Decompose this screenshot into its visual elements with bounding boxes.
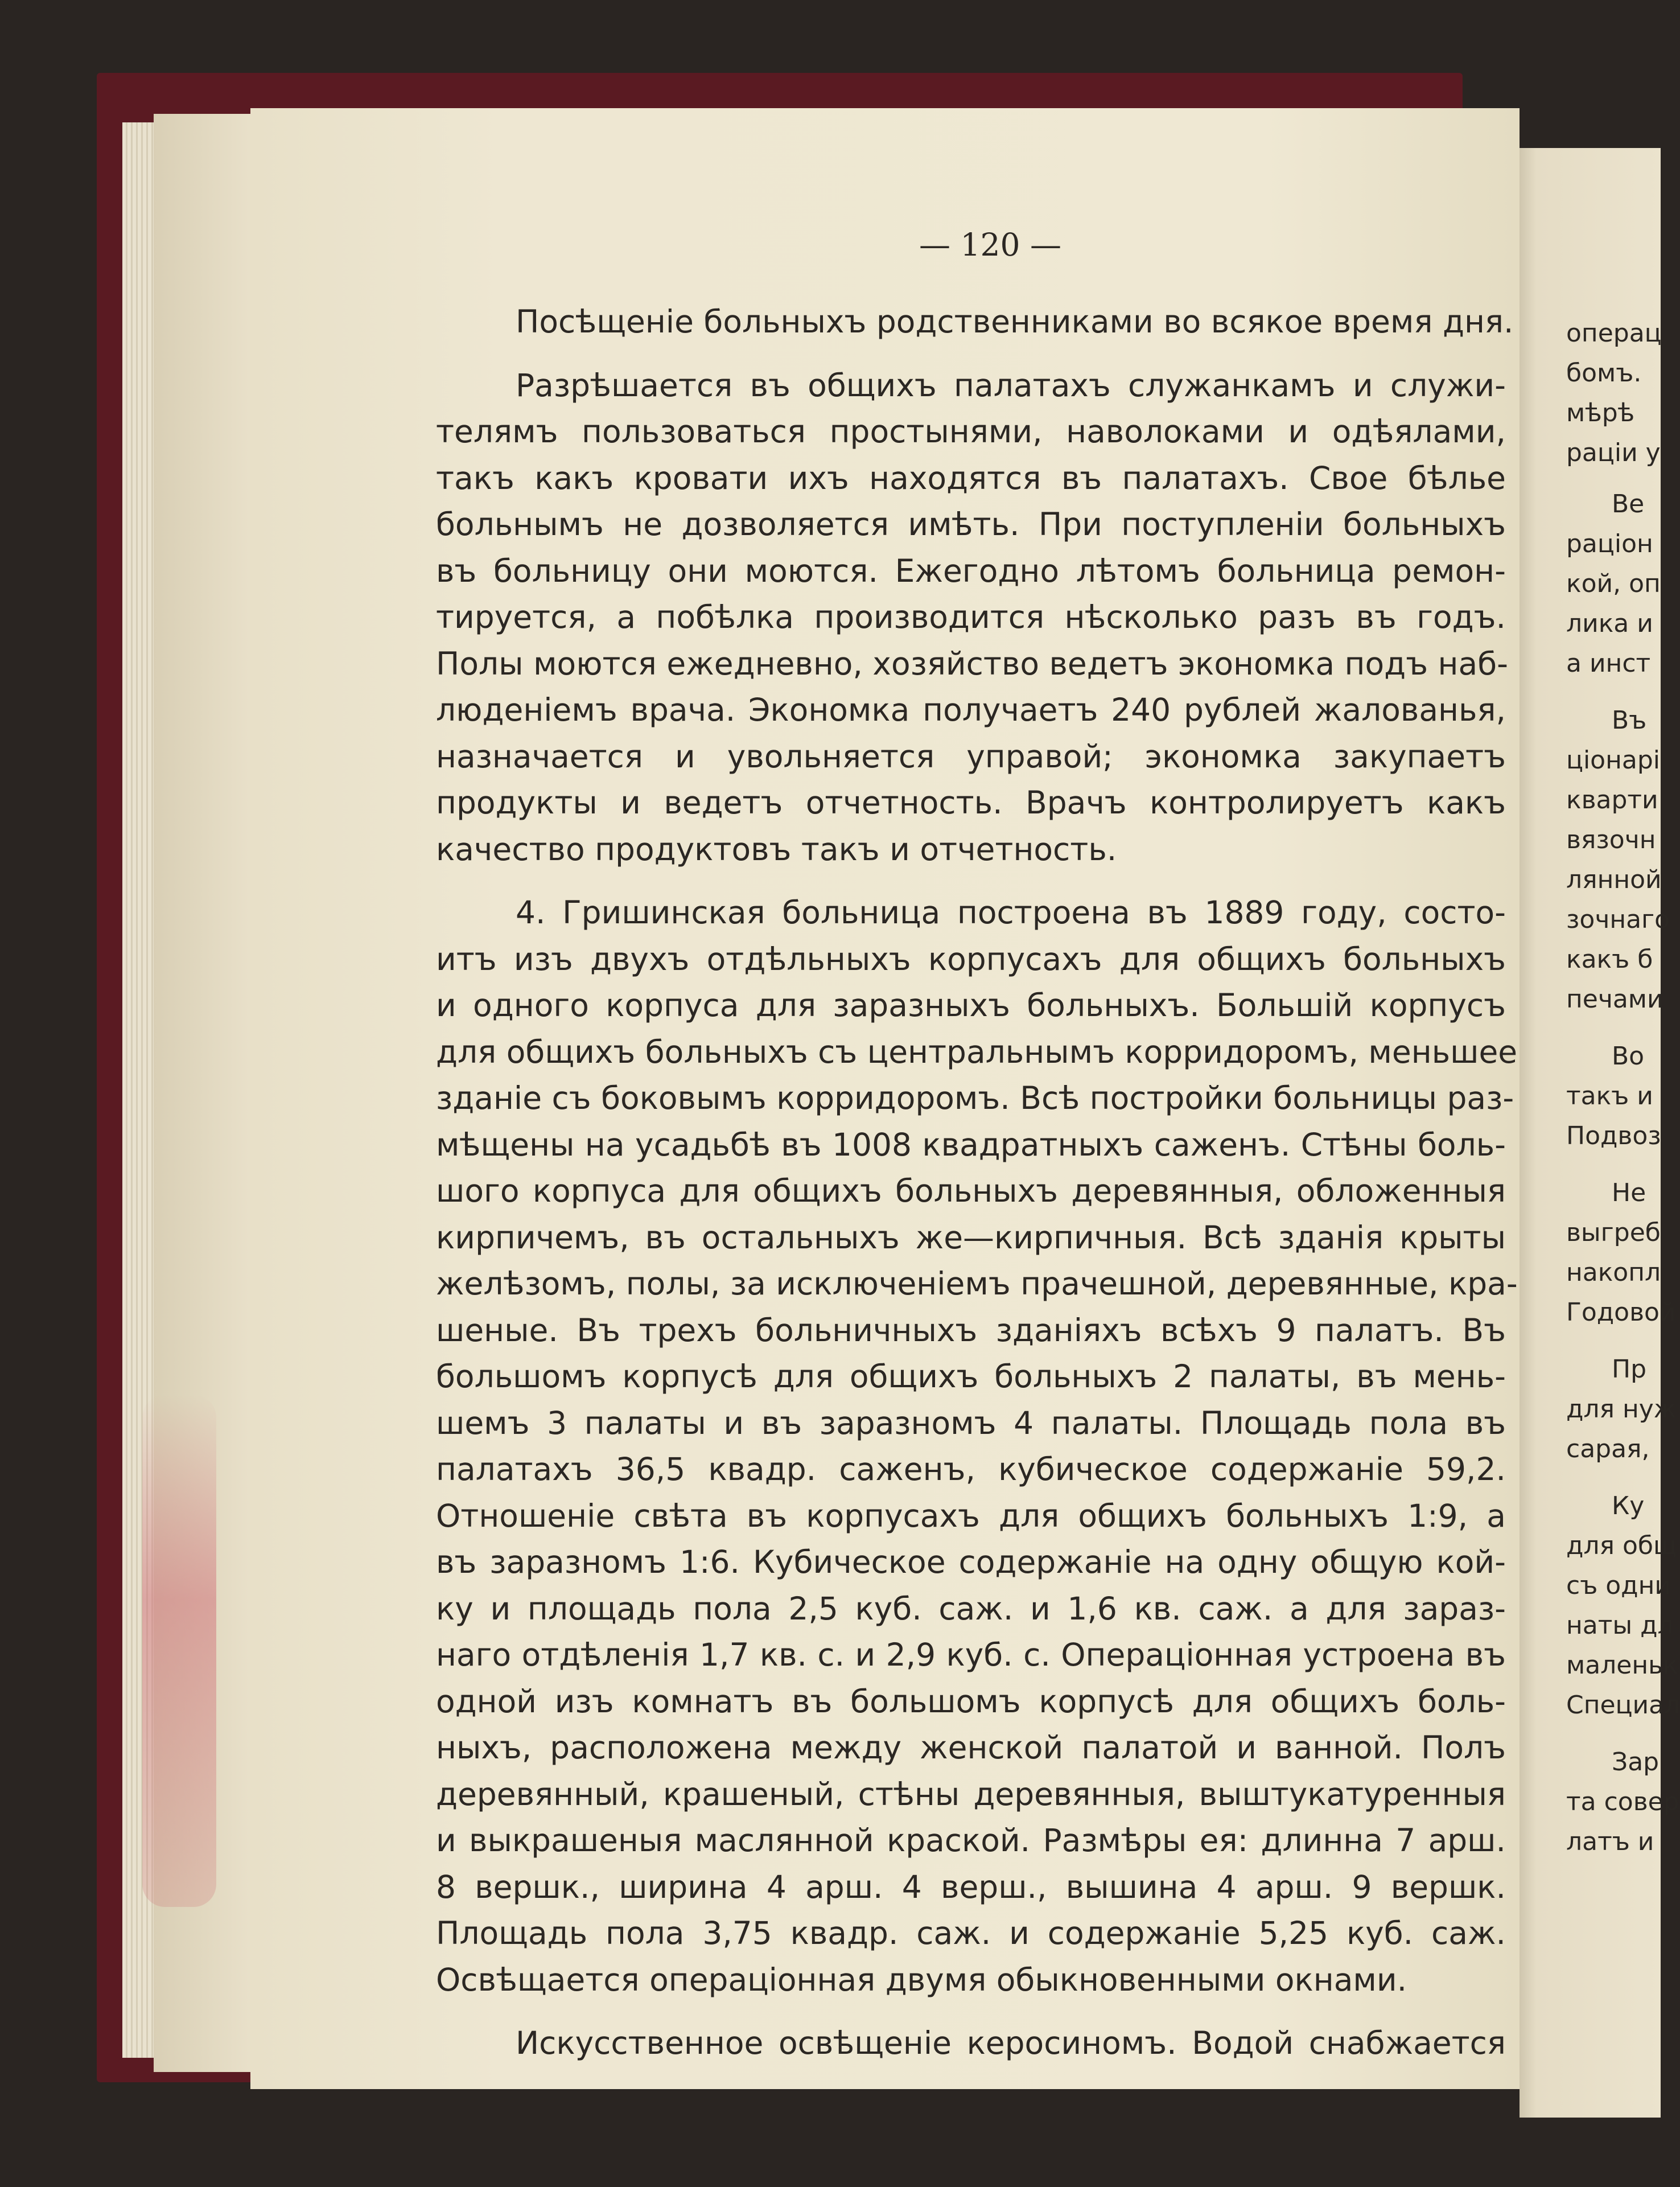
right-page-line: выгреб [1566,1218,1661,1247]
text-line: зданіе съ боковымъ корридоромъ. Всѣ постройки больницы раз- [436,1080,1514,1116]
right-page-line: Годовой [1566,1298,1676,1327]
text-line: продукты и ведетъ отчетность. Врачъ контролируетъ какъ [436,784,1506,821]
text-line: для общихъ больныхъ съ центральнымъ корридоромъ, меньшее [436,1033,1518,1070]
text-line: Освѣщается операціонная двумя обыкновенными окнами. [436,1961,1407,1998]
text-line: въ заразномъ 1:6. Кубическое содержаніе на одну общую кой- [436,1544,1506,1580]
right-page-line: кой, оп [1566,569,1661,598]
body-text [436,299,1518,2067]
text-line: желѣзомъ, полы, за исключеніемъ прачешной, деревянные, кра- [436,1265,1518,1302]
text-line: деревянный, крашеный, стѣны деревянныя, выштукатуренныя [436,1775,1506,1812]
right-page-line: Въ [1612,706,1647,735]
text-line: и выкрашеныя маслянной краской. Размѣры ея: длинна 7 арш. [436,1822,1506,1859]
text-line: ныхъ, расположена между женской палатой и ванной. Полъ [436,1729,1506,1766]
text-line: Искусственное освѣщеніе керосиномъ. Водой снабжается [516,2025,1506,2061]
right-page-line: ціонарі [1566,746,1660,775]
right-page-line: какъ б [1566,945,1653,974]
text-line: Отношеніе свѣта въ корпусахъ для общихъ больныхъ 1:9, а [436,1497,1506,1534]
right-page-line: операц [1566,319,1662,348]
text-line: Площадь пола 3,75 квадр. саж. и содержаніе 5,25 куб. саж. [436,1915,1506,1951]
right-page-line: Ку [1612,1491,1645,1520]
text-line: назначается и увольняется управой; экономка закупаетъ [436,738,1506,775]
right-page-line: латъ и [1566,1827,1654,1856]
text-line: одной изъ комнатъ въ большомъ корпусѣ для общихъ боль- [436,1683,1506,1720]
right-page-line: Пр [1612,1355,1647,1384]
right-page-line: Зар [1612,1748,1660,1777]
page-stain [142,1395,216,1907]
right-page-line: мѣрѣ [1566,398,1635,427]
right-page-line: наты дл [1566,1611,1674,1640]
text-line: итъ изъ двухъ отдѣльныхъ корпусахъ для общихъ больныхъ [436,940,1506,977]
right-page-line: печами [1566,985,1663,1014]
text-line: мѣщены на усадьбѣ въ 1008 квадратныхъ саженъ. Стѣны боль- [436,1126,1506,1163]
text-line: Полы моются ежедневно, хозяйство ведетъ экономка подъ наб- [436,645,1508,682]
text-line: въ больницу они моются. Ежегодно лѣтомъ больница ремон- [436,552,1506,589]
text-line: Посѣщеніе больныхъ родственниками во всякое время дня. [516,303,1514,340]
right-page-line: Во [1612,1042,1645,1071]
right-page-line: а инст [1566,649,1651,678]
text-line: ку и площадь пола 2,5 куб. саж. и 1,6 кв. саж. а для зараз- [436,1590,1506,1627]
text-line: наго отдѣленія 1,7 кв. с. и 2,9 куб. с. Операціонная устроена въ [436,1637,1506,1673]
text-line: кирпичемъ, въ остальныхъ же—кирпичныя. Всѣ зданія крыты [436,1219,1506,1256]
right-page-line: Не [1612,1178,1646,1207]
text-line: Разрѣшается въ общихъ палатахъ служанкамъ и служи- [516,367,1506,404]
right-page [1520,148,1680,2118]
text-line: и одного корпуса для заразныхъ больныхъ. Большій корпусъ [436,987,1506,1023]
text-line: 4. Гришинская больница построена въ 1889 году, состо- [516,894,1506,931]
right-page-line: маленьк [1566,1651,1678,1680]
right-page-line: раціон [1566,529,1653,558]
right-page-line: бомъ. [1566,359,1642,388]
text-line: больнымъ не дозволяется имѣть. При поступленіи больныхъ [436,506,1506,542]
right-page-line: съ одни [1566,1571,1671,1600]
text-line: телямъ пользоваться простынями, наволоками и одѣялами, [436,413,1506,450]
right-page-line: кварти [1566,786,1658,815]
text-line: шемъ 3 палаты и въ заразномъ 4 палаты. Площадь пола въ [436,1404,1506,1441]
page-number: — 120 — [919,227,1061,263]
text-line: шеные. Въ трехъ больничныхъ зданіяхъ всѣхъ 9 палатъ. Въ [436,1312,1506,1349]
right-page-line: накопл [1566,1258,1661,1287]
right-page-line: зочнаго [1566,905,1670,934]
right-page-line: Ве [1612,490,1645,519]
right-page-line: для нуж [1566,1395,1677,1424]
right-page-line: вязочн [1566,825,1656,854]
right-page-line: сарая, [1566,1434,1650,1464]
right-page-line: та совер [1566,1787,1679,1816]
text-line: качество продуктовъ такъ и отчетность. [436,831,1117,868]
right-page-line: для общ [1566,1531,1677,1560]
right-page-line: Подвоз [1566,1121,1661,1150]
text-line: тируется, а побѣлка производится нѣсколько разъ въ годъ. [436,599,1506,635]
right-page-line: Специал [1566,1691,1680,1720]
text-line: такъ какъ кровати ихъ находятся въ палатахъ. Свое бѣлье [436,459,1506,496]
right-page-line: такъ и [1566,1082,1653,1111]
text-line: шого корпуса для общихъ больныхъ деревянныя, обложенныя [436,1173,1506,1209]
right-page-line: лика и [1566,609,1653,638]
text-line: 8 вершк., ширина 4 арш. 4 верш., вышина 4 арш. 9 вершк. [436,1868,1506,1905]
right-page-line: раціи у [1566,438,1661,467]
text-line: большомъ корпусѣ для общихъ больныхъ 2 палаты, въ мень- [436,1358,1506,1395]
text-line: люденіемъ врача. Экономка получаетъ 240 рублей жалованья, [436,692,1506,728]
right-page-line: лянной [1566,865,1662,894]
text-line: палатахъ 36,5 квадр. саженъ, кубическое содержаніе 59,2. [436,1451,1506,1487]
